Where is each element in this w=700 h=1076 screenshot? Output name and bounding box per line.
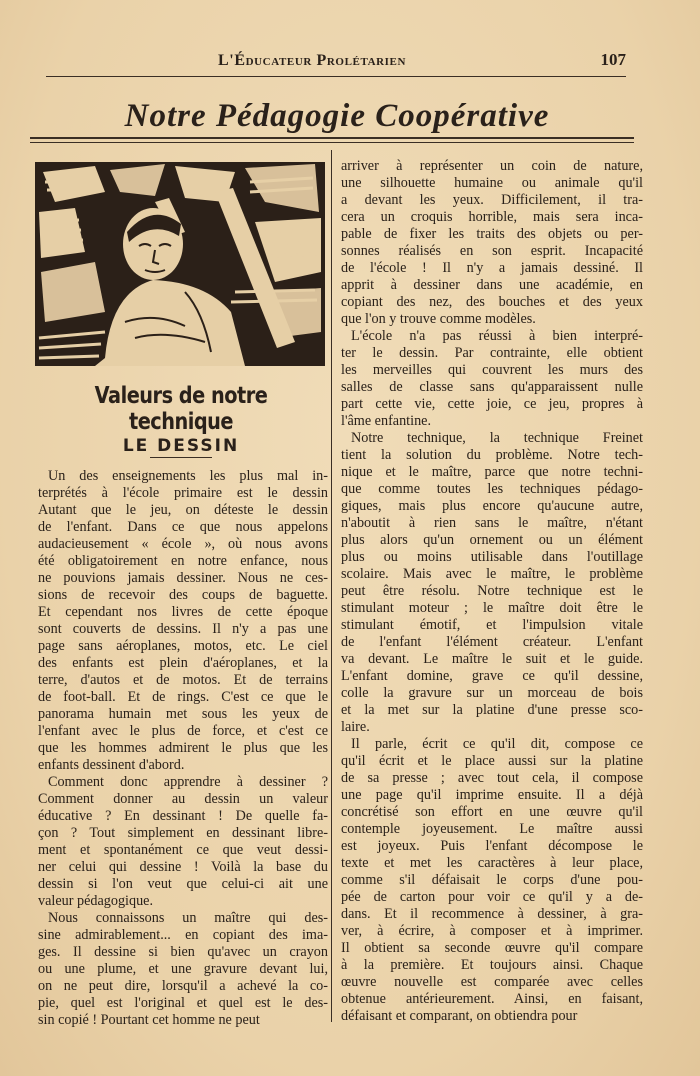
text-line: œuvre nouvelle est comparée avec celles [341,974,643,990]
text-line: que les hommes admirent le plus que les [38,740,328,756]
header-rule [46,76,626,77]
text-line: on ne peut dire, lorsqu'il a achevé la co- [38,978,328,994]
subsection-title: LE DESSIN [122,436,240,456]
text-line: plus ou moins utilisable dans l'outillage [341,549,643,565]
text-line: et la met sur la platine d'une presse sco- [341,702,643,718]
text-line: des enfants est plein d'aéroplanes, et la [38,655,328,671]
text-line: à la première. Et toujours ainsi. Chaque [341,957,643,973]
section-title: Notre Pédagogie Coopérative [124,98,550,134]
text-line: L'école n'a pas réussi à bien interpré- [351,328,643,344]
text-line: ment et spontanément ce que veut dessi- [38,842,328,858]
text-line: dans. Et il recommence à dessiner, à gra- [341,906,643,922]
text-line: terre, d'autos et de motos. Et de terrains [38,672,328,688]
text-line: ner celui qui dessine ! Voilà la base du [38,859,328,875]
text-line: de l'école ! Il n'y a jamais dessiné. Il [341,260,643,276]
text-line: panorama humain met sous les yeux de [38,706,328,722]
text-line: valeur pédagogique. [38,893,154,909]
text-line: de sa presse ; avec tout cela, il compose [341,770,643,786]
text-line: audacieusement « école », où nous avons [38,536,328,552]
text-line: Notre technique, la technique Freinet [351,430,643,446]
text-line: nique et le maître, parce que notre techni- [341,464,643,480]
text-line: dessin si l'on veut que celui-ci ait une [38,876,328,892]
text-line: cera un croquis horrible, mais sera inca- [341,209,643,225]
text-line: ter le dessin. Par contrainte, elle obtient [341,345,643,361]
right-column [341,158,643,1025]
subsection-underline [150,457,212,458]
page-number: 107 [600,50,626,69]
text-line: sine admirablement... en copiant des ima- [38,927,328,943]
text-line: apprit à dessiner dans une académie, en [341,277,643,293]
text-line: colle la gravure sur un morceau de bois [341,685,643,701]
text-line: stimulant émotif, et l'impulsion vitale [341,617,643,633]
text-line: une silhouette humaine ou animale qu'il [341,175,643,191]
title-rule-top [30,137,634,139]
text-line: qu'il écrit et le place aussi sur la platine [341,753,643,769]
text-line: giques, mais plus encore qu'aucune autre, [341,498,643,514]
text-line: Autant que le jeu, on déteste le dessin [38,502,328,518]
text-line: est joyeux. Puis l'enfant décompose le [341,838,643,854]
text-line: copiant des nez, des bouches et des yeux [341,294,643,310]
text-line: scolaire. Mais avec le maître, le problème [341,566,643,582]
text-line: arriver à représenter un coin de nature, [341,158,643,174]
woodcut-portrait-icon [35,162,325,366]
text-line: une page qu'il imprime ensuite. Il a déjà [341,787,643,803]
text-line: Un des enseignements les plus mal in- [48,468,328,484]
text-line: peut être résolu. Notre technique est le [341,583,643,599]
text-line: de l'enfant l'élément créateur. L'enfant [341,634,643,650]
text-line: que comme toutes les techniques pédago- [341,481,643,497]
left-column [38,468,328,1029]
text-line: été obligatoirement en notre enfance, nous [38,553,328,569]
text-line: ges. Il dessine si bien qu'avec un crayon [38,944,328,960]
running-head [40,50,628,74]
text-line: L'enfant domine, grave ce qu'il dessine, [341,668,643,684]
text-line: enfants dessinent d'abord. [38,757,185,773]
text-line: Et cependant nos livres de cette époque [38,604,328,620]
text-line: de l'enfant. Dans ce que nous appelons [38,519,328,535]
text-line: stimulant moteur ; le maître doit être le [341,600,643,616]
text-line: défaisant et comparant, on obtiendra pour [341,1008,578,1024]
text-line: que l'on y trouve comme modèles. [341,311,536,327]
text-line: de foot-ball. Et de rings. C'est ce que le [38,689,328,705]
text-line: terprétés à l'école primaire est le dessin [38,485,328,501]
text-line: texte et met les caractères à leur place, [341,855,643,871]
text-line: Nous connaissons un maître qui des- [48,910,328,926]
text-line: ver, à écrire, à composer et à imprimer. [341,923,643,939]
text-line: comme s'il défaisait le corps d'une pou- [341,872,643,888]
text-line: sin copié ! Pourtant cet homme ne peut [38,1012,260,1028]
text-line: ou une plume, et une gravure devant lui, [38,961,328,977]
text-line: Il parle, écrit ce qu'il dit, compose ce [351,736,643,752]
column-divider [331,150,332,1022]
text-line: sont couverts de dessins. Il n'y a pas une [38,621,328,637]
text-line: les merveilles qui couvrent les murs des [341,362,643,378]
text-line: Comment donc apprendre à dessiner ? [48,774,328,790]
text-line: salles de classe sans qu'apparaissent nulle [341,379,643,395]
text-line: a devant les yeux. Difficilement, il tra- [341,192,643,208]
text-line: page sans aéroplanes, motos, etc. Le ciel [38,638,328,654]
text-line: laire. [341,719,370,735]
text-line: pée de carton pour voir ce qu'il y a de- [341,889,643,905]
text-line: plus alors qu'un ornement ou un élément [341,532,643,548]
journal-title: L'Éducateur Prolétarien [218,52,407,69]
text-line: pable de fixer les traits des objets ou per- [341,226,643,242]
text-line: Il obtient sa seconde œuvre qu'il compare [341,940,643,956]
text-line: l'enfant avec le plus de force, et c'est ce [38,723,328,739]
text-line: concrétisé son effort en une œuvre qu'il [341,804,643,820]
text-line: contemple joyeusement. Le maître aussi [341,821,643,837]
text-line: obtenue antérieurement. Ainsi, en faisant, [341,991,643,1007]
text-line: n'aboutit à rien sans le maître, n'étant [341,515,643,531]
text-line: çon ? Tout simplement en dessinant libre- [38,825,328,841]
text-line: l'âme enfantine. [341,413,432,429]
title-rule-bottom [30,142,634,143]
woodcut-illustration [35,162,325,366]
text-line: va devant. Le maître le suit et le guide. [341,651,643,667]
article-title: Valeurs de notre technique [94,383,268,435]
text-line: ne pouvions jamais dessiner. Nous ne ces- [38,570,328,586]
text-line: sonnes réalisés en son esprit. Incapacité [341,243,643,259]
text-line: pie, quel est l'original et quel est le des- [38,995,328,1011]
text-line: Comment donner au dessin un valeur [38,791,328,807]
text-line: éducative ? En dessinant ! De quelle fa- [38,808,328,824]
text-line: tient la solution du problème. Notre tech- [341,447,643,463]
text-line: part cette vie, cette joie, ce jeu, propres à [341,396,643,412]
text-line: sions de recevoir des coups de baguette. [38,587,328,603]
